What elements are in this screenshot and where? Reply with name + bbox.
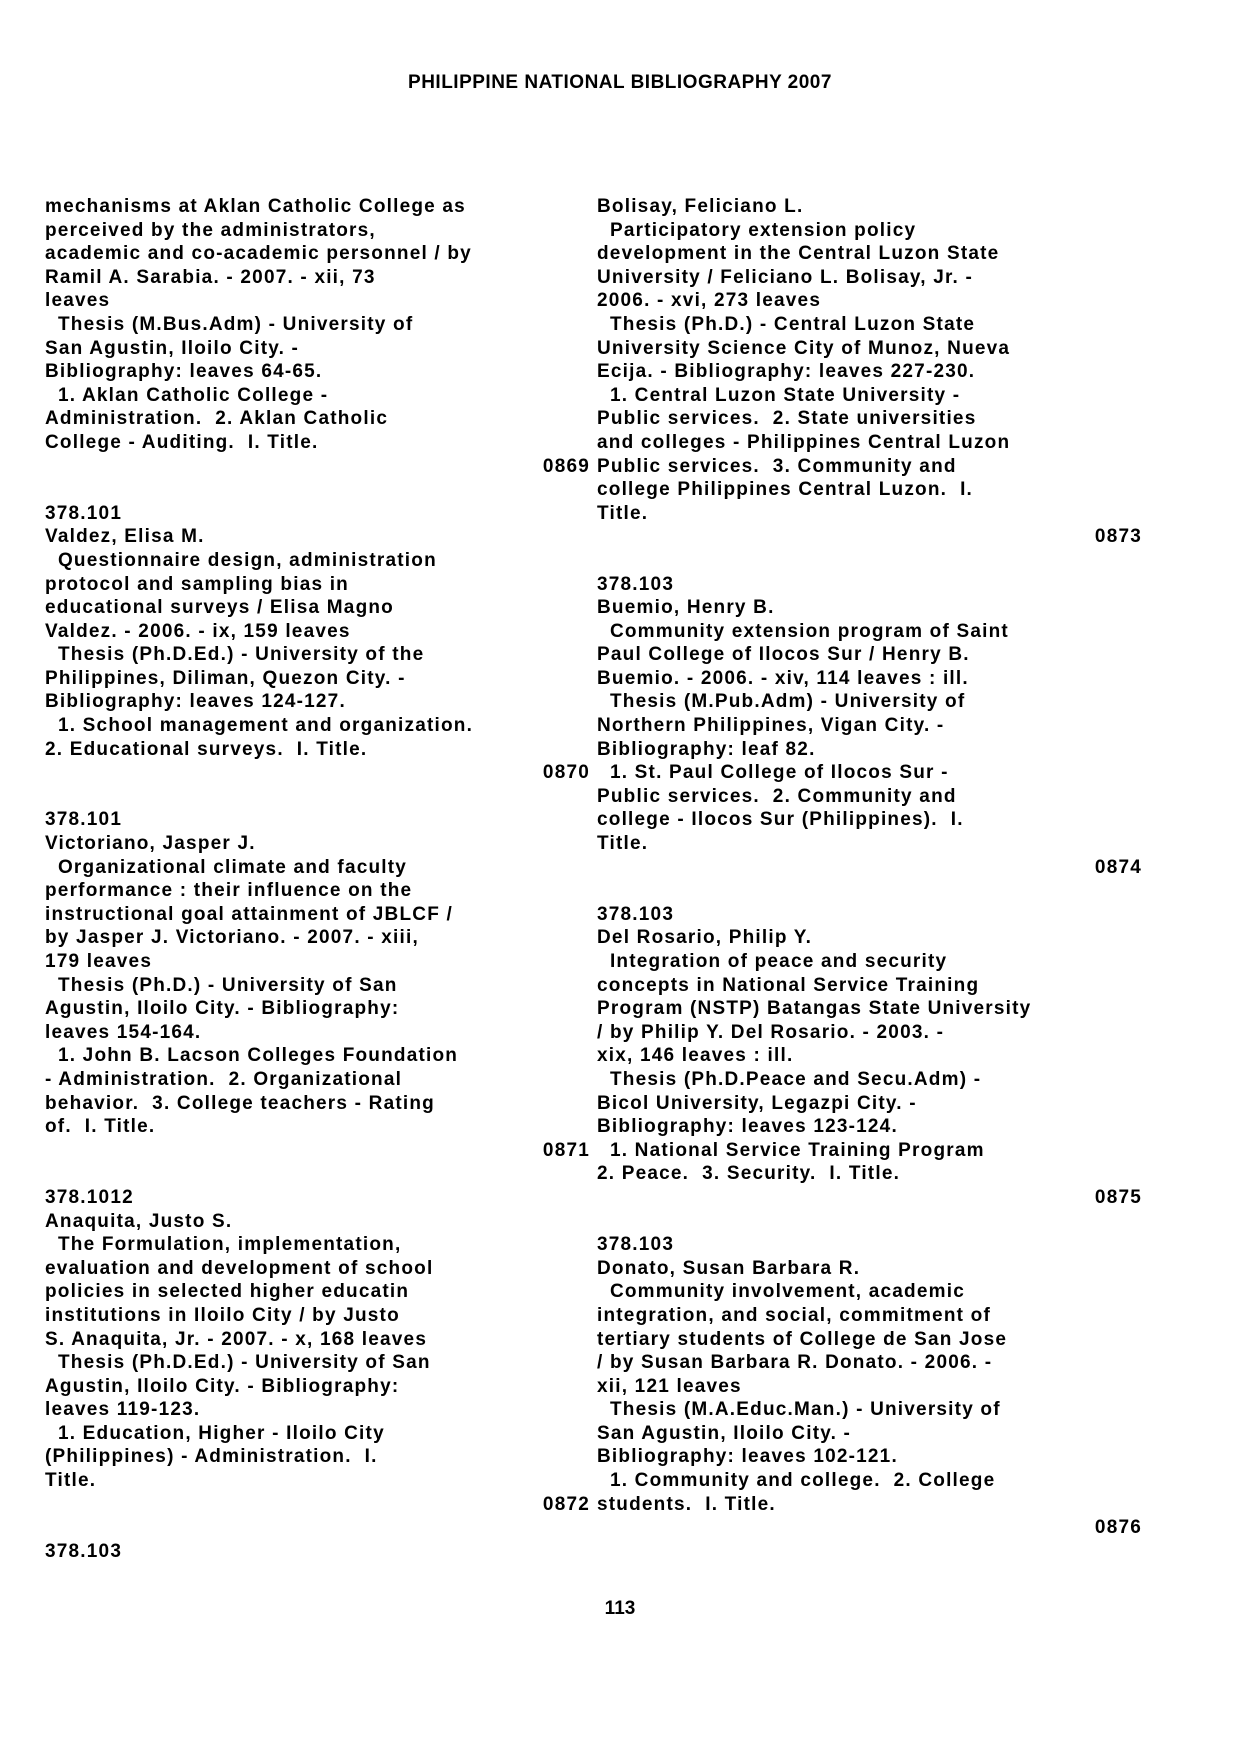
text-line: Paul College of Ilocos Sur / Henry B.: [597, 644, 970, 666]
entry-0873: [597, 195, 1142, 549]
text-line: performance : their influence on the: [45, 880, 413, 902]
entry-number: 0873: [1094, 526, 1142, 548]
text-line: Ramil A. Sarabia. - 2007. - xii, 73: [45, 266, 376, 288]
text-line: 1. Education, Higher - Iloilo City: [45, 1422, 385, 1444]
text-line: (Philippines) - Administration. I.: [45, 1446, 378, 1468]
text-line: Donato, Susan Barbara R.: [597, 1257, 861, 1279]
text-line: Thesis (Ph.D.Ed.) - University of San: [45, 1352, 431, 1374]
text-line: Valdez. - 2006. - ix, 159 leaves: [45, 620, 351, 642]
text-line: 1. Community and college. 2. College: [597, 1470, 996, 1492]
entry-text: [45, 195, 590, 455]
text-line: educational surveys / Elisa Magno: [45, 597, 394, 619]
entry-0870: [45, 502, 590, 785]
entry-number: 0876: [1094, 1517, 1142, 1539]
text-line: - Administration. 2. Organizational: [45, 1068, 403, 1090]
entry-0876: [597, 1233, 1142, 1540]
entry-number: 0869: [542, 455, 590, 477]
text-line: Thesis (Ph.D.) - University of San: [45, 974, 398, 996]
text-line: Bibliography: leaves 123-124.: [597, 1116, 898, 1138]
text-line: development in the Central Luzon State: [597, 243, 1000, 265]
text-line: 378.103: [597, 573, 675, 595]
text-line: Community involvement, academic: [597, 1281, 965, 1303]
text-line: San Agustin, Iloilo City. -: [597, 1422, 852, 1444]
text-line: 1. School management and organization.: [45, 715, 474, 737]
text-line: 1. Central Luzon State University -: [597, 384, 961, 406]
left-column: [45, 195, 590, 1563]
text-line: Bibliography: leaves 64-65.: [45, 361, 323, 383]
entry-0874: [597, 573, 1142, 880]
text-line: 1. John B. Lacson Colleges Foundation: [45, 1045, 459, 1067]
text-line: Bibliography: leaves 124-127.: [45, 691, 346, 713]
text-line: University / Feliciano L. Bolisay, Jr. -: [597, 266, 974, 288]
text-line: Agustin, Iloilo City. - Bibliography:: [45, 1375, 400, 1397]
text-line: 378.103: [597, 903, 675, 925]
entry-0872: [45, 1186, 590, 1516]
text-line: / by Philip Y. Del Rosario. - 2003. -: [597, 1021, 945, 1043]
text-line: xii, 121 leaves: [597, 1375, 742, 1397]
text-line: Public services. 2. Community and: [597, 785, 957, 807]
entry-text: [45, 1186, 590, 1493]
text-line: Bolisay, Feliciano L.: [597, 196, 804, 217]
entry-number: 0872: [542, 1493, 590, 1515]
text-line: Integration of peace and security: [597, 951, 948, 972]
text-line: 378.103: [597, 1234, 675, 1256]
text-line: academic and co-academic personnel / by: [45, 243, 472, 265]
text-line: by Jasper J. Victoriano. - 2007. - xiii,: [45, 927, 419, 949]
entry-number: 0870: [542, 762, 590, 784]
text-line: 1. St. Paul College of Ilocos Sur -: [597, 762, 949, 784]
text-line: 2006. - xvi, 273 leaves: [597, 290, 822, 312]
text-line: Organizational climate and faculty: [45, 856, 408, 878]
text-line: leaves: [45, 290, 111, 312]
text-line: Bibliography: leaf 82.: [597, 738, 816, 760]
text-line: 1. National Service Training Program: [597, 1139, 985, 1161]
entry-text: [597, 573, 1142, 856]
entry-0871: [45, 808, 590, 1162]
text-line: Agustin, Iloilo City. - Bibliography:: [45, 998, 400, 1020]
right-column: [597, 195, 1142, 1540]
text-line: Philippines, Diliman, Quezon City. -: [45, 667, 406, 689]
entry-text: [45, 808, 590, 1138]
text-line: Del Rosario, Philip Y.: [597, 927, 813, 949]
text-line: concepts in National Service Training: [597, 974, 980, 996]
entry-0869: [45, 195, 590, 478]
text-line: Buemio. - 2006. - xiv, 114 leaves : ill.: [597, 667, 969, 689]
text-line: students. I. Title.: [597, 1493, 776, 1515]
entry-number: 0874: [1094, 856, 1142, 878]
text-line: Community extension program of Saint: [597, 620, 1009, 642]
page-header: PHILIPPINE NATIONAL BIBLIOGRAPHY 2007: [408, 72, 832, 93]
entry-text: [45, 502, 590, 762]
text-line: mechanisms at Aklan Catholic College as: [45, 196, 466, 217]
text-line: Thesis (Ph.D.Peace and Secu.Adm) -: [597, 1068, 982, 1090]
text-line: 378.1012: [45, 1186, 134, 1208]
text-line: 378.101: [45, 502, 123, 524]
text-line: 2. Peace. 3. Security. I. Title.: [597, 1163, 901, 1185]
text-line: Anaquita, Justo S.: [45, 1210, 233, 1232]
entry-number: 0875: [1094, 1186, 1142, 1208]
text-line: leaves 154-164.: [45, 1021, 202, 1043]
text-line: college Philippines Central Luzon. I.: [597, 479, 974, 501]
text-line: / by Susan Barbara R. Donato. - 2006. -: [597, 1352, 993, 1374]
entry-number: 0871: [542, 1139, 590, 1161]
text-line: Public services. 3. Community and: [597, 455, 957, 477]
text-line: Questionnaire design, administration: [45, 549, 437, 571]
text-line: Public services. 2. State universities: [597, 408, 977, 430]
text-line: Bibliography: leaves 102-121.: [597, 1446, 898, 1468]
entry-text: [597, 903, 1142, 1186]
entry-text: [597, 1233, 1142, 1516]
text-line: 179 leaves: [45, 951, 153, 972]
text-line: Thesis (Ph.D.) - Central Luzon State: [597, 313, 976, 335]
text-line: instructional goal attainment of JBLCF /: [45, 903, 453, 925]
entry-text: [597, 195, 1142, 525]
call-number: 378.103: [45, 1540, 123, 1562]
page-number: 113: [604, 1598, 636, 1619]
text-line: integration, and social, commitment of: [597, 1304, 991, 1326]
text-line: Victoriano, Jasper J.: [45, 833, 256, 855]
text-line: San Agustin, Iloilo City. -: [45, 337, 300, 359]
text-line: Bicol University, Legazpi City. -: [597, 1092, 917, 1114]
text-line: behavior. 3. College teachers - Rating: [45, 1092, 435, 1114]
text-line: University Science City of Munoz, Nueva: [597, 337, 1011, 359]
text-line: Program (NSTP) Batangas State University: [597, 998, 1032, 1020]
text-line: The Formulation, implementation,: [45, 1234, 402, 1256]
text-line: of. I. Title.: [45, 1116, 156, 1138]
text-line: Title.: [45, 1470, 97, 1492]
text-line: Title.: [597, 502, 649, 524]
text-line: 1. Aklan Catholic College -: [45, 384, 329, 406]
text-line: Northern Philippines, Vigan City. -: [597, 715, 945, 737]
text-line: 2. Educational surveys. I. Title.: [45, 738, 368, 760]
text-line: Thesis (M.Bus.Adm) - University of: [45, 313, 414, 335]
text-line: Thesis (M.A.Educ.Man.) - University of: [597, 1399, 1001, 1421]
text-line: Participatory extension policy: [597, 219, 917, 241]
text-line: College - Auditing. I. Title.: [45, 431, 319, 453]
text-line: Administration. 2. Aklan Catholic: [45, 408, 389, 430]
text-line: Thesis (M.Pub.Adm) - University of: [597, 691, 966, 713]
text-line: and colleges - Philippines Central Luzon: [597, 431, 1011, 453]
entry-0875: [597, 903, 1142, 1210]
text-line: Valdez, Elisa M.: [45, 526, 205, 548]
text-line: S. Anaquita, Jr. - 2007. - x, 168 leaves: [45, 1328, 428, 1350]
text-line: 378.101: [45, 809, 123, 831]
text-line: tertiary students of College de San Jose: [597, 1328, 1008, 1350]
text-line: college - Ilocos Sur (Philippines). I.: [597, 809, 964, 831]
text-line: xix, 146 leaves : ill.: [597, 1045, 794, 1067]
text-line: policies in selected higher educatin: [45, 1281, 410, 1303]
text-line: leaves 119-123.: [45, 1399, 201, 1421]
text-line: Ecija. - Bibliography: leaves 227-230.: [597, 361, 976, 383]
text-line: protocol and sampling bias in: [45, 573, 349, 595]
text-line: institutions in Iloilo City / by Justo: [45, 1304, 400, 1326]
text-line: Thesis (Ph.D.Ed.) - University of the: [45, 644, 425, 666]
text-line: evaluation and development of school: [45, 1257, 434, 1279]
text-line: Buemio, Henry B.: [597, 597, 775, 619]
text-line: Title.: [597, 833, 649, 855]
text-line: perceived by the administrators,: [45, 219, 376, 241]
